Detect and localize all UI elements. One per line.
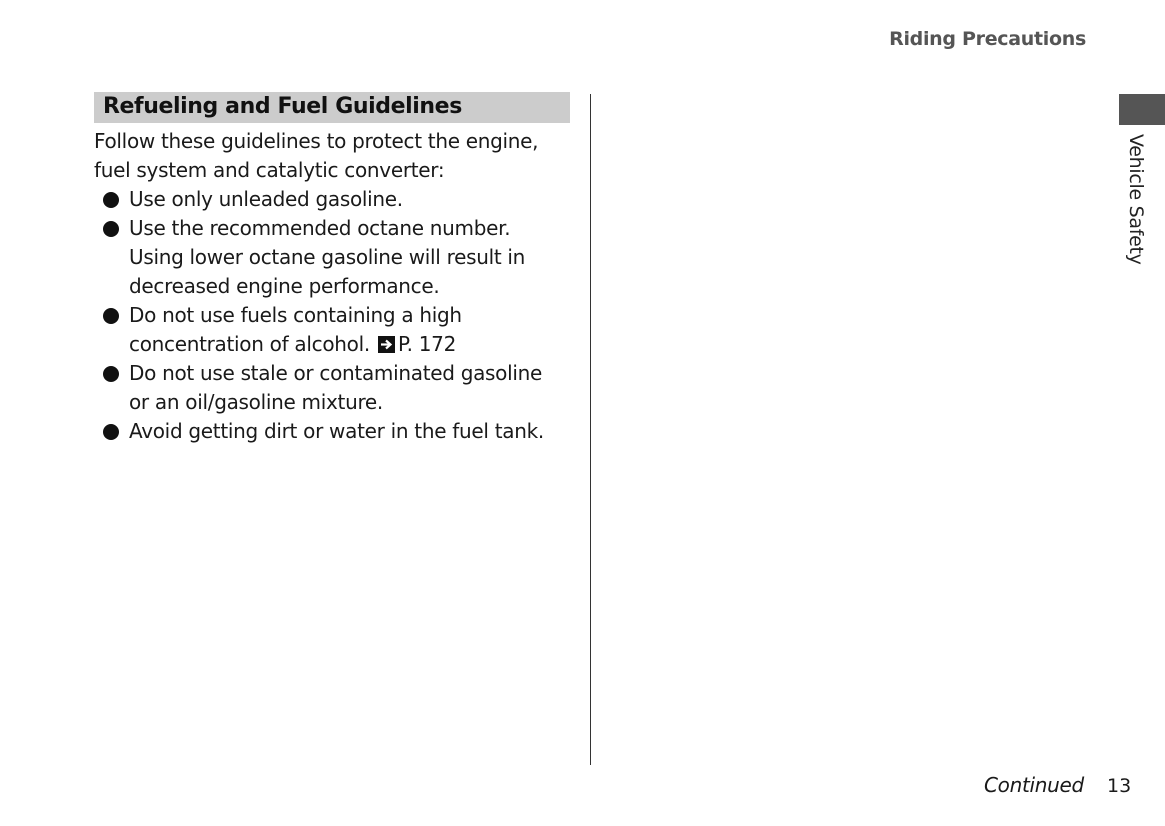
- list-item-text: Avoid getting dirt or water in the fuel tank.: [129, 419, 544, 443]
- intro-line: fuel system and catalytic converter:: [94, 158, 445, 182]
- list-item-text: concentration of alcohol.: [129, 332, 370, 356]
- list-item-text: Do not use fuels containing a high: [129, 303, 462, 327]
- refueling-section: [94, 92, 570, 446]
- section-heading: Refueling and Fuel Guidelines: [94, 92, 570, 123]
- list-item-text: Do not use stale or contaminated gasoline: [129, 361, 542, 385]
- list-item-text: Use the recommended octane number.: [129, 216, 511, 240]
- list-item: [94, 417, 570, 446]
- bullet-icon: [103, 221, 119, 237]
- page-reference-link[interactable]: P. 172: [397, 332, 456, 356]
- section-tab-label: Vehicle Safety: [1125, 134, 1147, 265]
- list-item: [94, 359, 570, 417]
- list-item-text: or an oil/gasoline mixture.: [129, 390, 383, 414]
- list-item: [94, 301, 570, 359]
- list-item: [94, 185, 570, 214]
- list-item-text: Using lower octane gasoline will result in: [129, 245, 526, 269]
- page-header-title: Riding Precautions: [889, 28, 1086, 50]
- continued-label: Continued: [984, 773, 1084, 797]
- bullet-icon: [103, 424, 119, 440]
- section-tab-marker: [1119, 94, 1165, 125]
- bullet-icon: [103, 308, 119, 324]
- section-intro: [94, 127, 570, 185]
- column-divider: [590, 94, 591, 765]
- guideline-list: [94, 185, 570, 446]
- list-item-text: decreased engine performance.: [129, 274, 440, 298]
- bullet-icon: [103, 192, 119, 208]
- list-item-text: Use only unleaded gasoline.: [129, 187, 403, 211]
- list-item: [94, 214, 570, 301]
- page-reference-arrow-icon[interactable]: [378, 336, 395, 353]
- bullet-icon: [103, 366, 119, 382]
- page-number: 13: [1107, 775, 1132, 797]
- intro-line: Follow these guidelines to protect the engine,: [94, 129, 539, 153]
